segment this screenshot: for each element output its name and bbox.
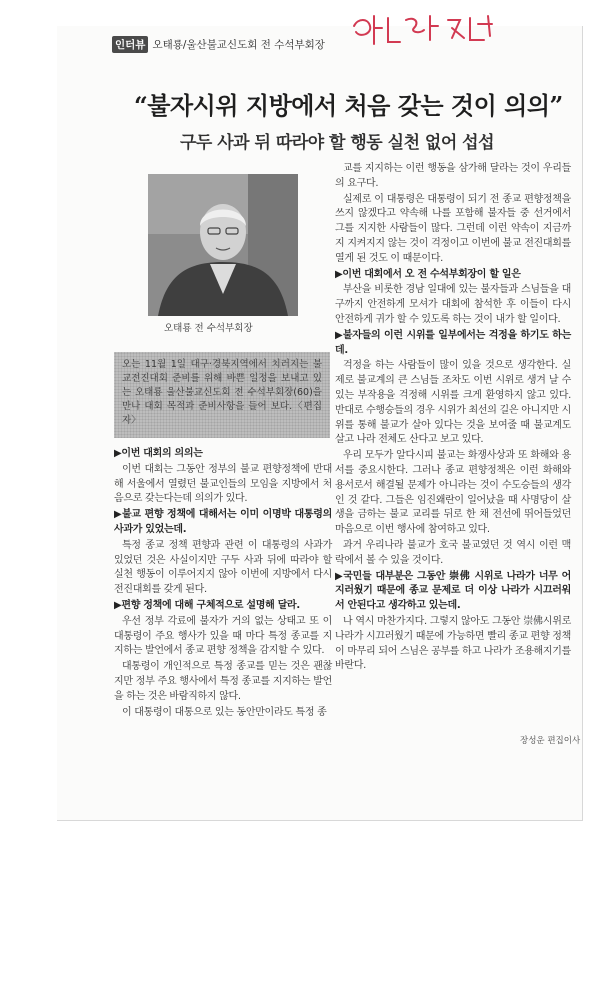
section-tag: 인터뷰: [112, 36, 148, 53]
interview-question: ▶편향 정책에 대해 구체적으로 설명해 달라.: [114, 599, 300, 611]
handwritten-note: [348, 10, 508, 54]
editor-intro-box: [114, 352, 330, 438]
interview-question: ▶이번 대회에서 오 전 수석부회장이 할 일은: [335, 268, 521, 280]
interview-answer: 실제로 이 대통령은 대통령이 되기 전 종교 편향정책을 쓰지 않겠다고 약속해 나를 포함해 불자들 중 선거에서 그를 지지한 사람들이 많다. 그런데 이런 약속이 지금까지 지켜지지 않는 것이 걱정이고 이번에 불교 전진대회를 열게 된 것도 이 때문이다.: [335, 193, 571, 264]
editor-intro-text: 오는 11월 1일 대구·경북지역에서 치러지는 불교전진대회 준비를 위해 바쁜 일정을 보내고 있는 오태룡 울산불교신도회 전 수석부회장(60)을 만나 대회 목적과 준비사항을 들어 보다.〈편집자〉: [122, 359, 322, 426]
interview-answer: 부산을 비롯한 경남 일대에 있는 불자들과 스님들을 대구까지 안전하게 모셔가 대회에 참석한 후 이들이 다시 안전하게 귀가 할 수 있도록 하는 것이 내가 할 일이다.: [335, 284, 571, 325]
subheadline: 구두 사과 뒤 따라야 할 행동 실천 없어 섭섭: [180, 133, 495, 153]
interview-answer: 우선 정부 각료에 불자가 거의 없는 상태고 또 이 대통령이 주요 행사가 있을 때 마다 특정 종교를 지지하는 발언에서 종교 편향 정책을 감지할 수 있다.: [114, 615, 332, 657]
interview-answer: 교를 지지하는 이런 행동을 삼가해 달라는 것이 우리들의 요구다.: [335, 163, 571, 189]
photo-caption: 오태룡 전 수석부회장: [164, 323, 253, 334]
interview-question: ▶불교 편향 정책에 대해서는 이미 이명박 대통령의 사과가 있었는데.: [114, 509, 332, 535]
article-column-left: [114, 446, 332, 721]
kicker-line: [112, 36, 325, 53]
interview-question: ▶이번 대회의 의의는: [114, 448, 203, 459]
interview-answer: 이 대통령이 대통으로 있는 동안만이라도 특정 종: [122, 706, 327, 718]
interview-answer: 대통령이 개인적으로 특정 종교를 믿는 것은 괜찮지만 정부 주요 행사에서 특정 종교를 지지하는 발언을 하는 것은 바람직하지 않다.: [114, 661, 332, 702]
interviewee-photo: [148, 174, 298, 316]
kicker-text: 오태룡/울산불교신도회 전 수석부회장: [152, 39, 325, 51]
interview-answer: 나 역시 마찬가지다. 그렇지 않아도 그동안 崇佛시위로 나라가 시끄러웠기 때문에 가능하면 빨리 종교 편향 정책이 마무리 되어 스님은 공부를 하고 나라가 조용해지기를 바란다.: [335, 615, 571, 672]
interview-answer: 우리 모두가 알다시피 불교는 화쟁사상과 또 화해와 용서를 중요시한다. 그러나 종교 편향정책은 이런 화해와 용서로서 해결될 문제가 아니라는 것이 수도승들의 생각인 것 같다. 그들은 임진왜란이 일어났을 때 사명당이 살생을 금하는 불교 교리를 뒤로 한 채 전선에 뛰어들었던 마음으로 이번 행사에 참여하고 있다.: [335, 450, 571, 536]
article-column-right: [335, 162, 571, 675]
interview-question: ▶불자들의 이런 시위를 일부에서는 걱정을 하기도 하는데.: [335, 329, 571, 356]
interview-answer: 걱정을 하는 사람들이 많이 있을 것으로 생각한다. 실제로 불교계의 큰 스님들 조차도 이번 시위로 생겨 날 수 있는 부작용을 걱정해 시위를 크게 환영하지 않고 있다. 반대로 수행승들의 경우 시위가 최선의 길은 아니지만 시위를 통해 불교가 살아 있다는 것을 보여줄 때 불교계도 살고 나라 전체도 산다고 보고 있다.: [335, 360, 571, 446]
interview-question: ▶국민들 대부분은 그동안 崇佛 시위로 나라가 너무 어지러웠기 때문에 종교 문제로 더 이상 나라가 시끄러워서 안된다고 생각하고 있는데.: [335, 570, 571, 612]
interview-answer: 특정 종교 정책 편향과 관련 이 대통령의 사과가 있었던 것은 사실이지만 구두 사과 뒤에 따라야 할 실천 행동이 이루어지지 않아 이번에 지방에서 다시 전진대회를 갖게 된다.: [114, 539, 332, 596]
interview-answer: 과거 우리나라 불교가 호국 불교였던 것 역시 이런 맥락에서 볼 수 있을 것이다.: [335, 539, 571, 566]
interview-answer: 이번 대회는 그동안 정부의 불교 편향정책에 반대해 서울에서 열렸던 불교인들의 모임을 지방에서 처음으로 갖는다는데 의의가 있다.: [114, 463, 332, 505]
byline: 장성운 편집이사: [520, 736, 581, 746]
headline: “불자시위 지방에서 처음 갖는 것이 의의”: [134, 91, 563, 120]
